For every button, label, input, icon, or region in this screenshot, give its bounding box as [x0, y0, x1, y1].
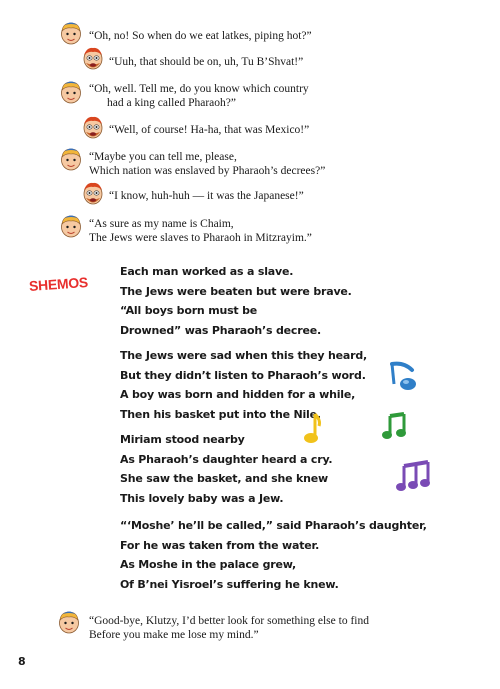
dialogue-text: had a king called Pharaoh?” [107, 97, 236, 109]
dialogue-text: “I know, huh-huh — it was the Japanese!” [109, 190, 304, 202]
dialogue-text: “Well, of course! Ha-ha, that was Mexico!” [109, 124, 310, 136]
poem-line: Then his basket put into the Nile. [120, 407, 321, 421]
poem-line: Each man worked as a slave. [120, 265, 294, 278]
dialogue-text: “Maybe you can tell me, please, [89, 151, 237, 163]
section-label: SHEMOS [28, 273, 89, 295]
poem-line: Of B’nei Yisroel’s suffering he knew. [120, 577, 339, 591]
music-note-icon [386, 360, 424, 392]
poem-line: Drowned” was Pharaoh’s decree. [120, 323, 321, 337]
chaim-face-icon [57, 609, 81, 635]
poem-line: But they didn’t listen to Pharaoh’s word. [120, 368, 366, 382]
poem-line: She saw the basket, and she knew [120, 472, 328, 485]
klutzy-face-icon [81, 181, 105, 207]
dialogue-line [89, 29, 312, 43]
poem-line: This lovely baby was a Jew. [120, 491, 284, 505]
poem-line: Miriam stood nearby [120, 433, 245, 446]
dialogue-text: “Uuh, that should be on, uh, Tu B’Shvat!” [109, 56, 304, 68]
dialogue-line [109, 189, 304, 203]
music-note-icon [382, 410, 410, 442]
poem-line: A boy was born and hidden for a while, [120, 388, 356, 401]
chaim-face-icon [59, 79, 83, 105]
poem-stanza [120, 516, 427, 594]
dialogue-text: The Jews were slaves to Pharaoh in Mitzrayim.” [89, 232, 312, 244]
chaim-face-icon [59, 20, 83, 46]
dialogue-text: Which nation was enslaved by Pharaoh’s decrees?” [89, 165, 326, 177]
poem-stanza [120, 262, 352, 340]
dialogue-line [89, 614, 369, 642]
dialogue-text: “Oh, well. Tell me, do you know which country [89, 83, 309, 95]
chaim-face-icon [59, 213, 83, 239]
dialogue-line [109, 123, 309, 137]
dialogue-text: Before you make me lose my mind.” [89, 629, 259, 641]
poem-line: “‘Moshe’ he’ll be called,” said Pharaoh’s daughter, [120, 519, 427, 532]
dialogue-line [89, 217, 312, 245]
klutzy-face-icon [81, 115, 105, 141]
music-note-icon [396, 458, 436, 494]
poem-line: The Jews were beaten but were brave. [120, 284, 352, 298]
page-number: 8 [18, 655, 26, 668]
dialogue-line [89, 150, 325, 178]
chaim-face-icon [59, 146, 83, 172]
klutzy-face-icon [81, 46, 105, 72]
poem-line: As Moshe in the palace grew, [120, 558, 296, 571]
dialogue-line [109, 55, 303, 69]
poem-line: “All boys born must be [120, 304, 258, 317]
poem-line: As Pharaoh’s daughter heard a cry. [120, 452, 333, 466]
music-note-icon [301, 412, 323, 446]
dialogue-text: “Good-bye, Klutzy, I’d better look for something else to find [89, 615, 369, 627]
dialogue-text: “As sure as my name is Chaim, [89, 218, 234, 230]
poem-line: The Jews were sad when this they heard, [120, 349, 368, 362]
poem-stanza [120, 346, 367, 424]
dialogue-line [89, 82, 309, 110]
poem-line: For he was taken from the water. [120, 538, 320, 552]
dialogue-text: “Oh, no! So when do we eat latkes, piping hot?” [89, 30, 312, 42]
